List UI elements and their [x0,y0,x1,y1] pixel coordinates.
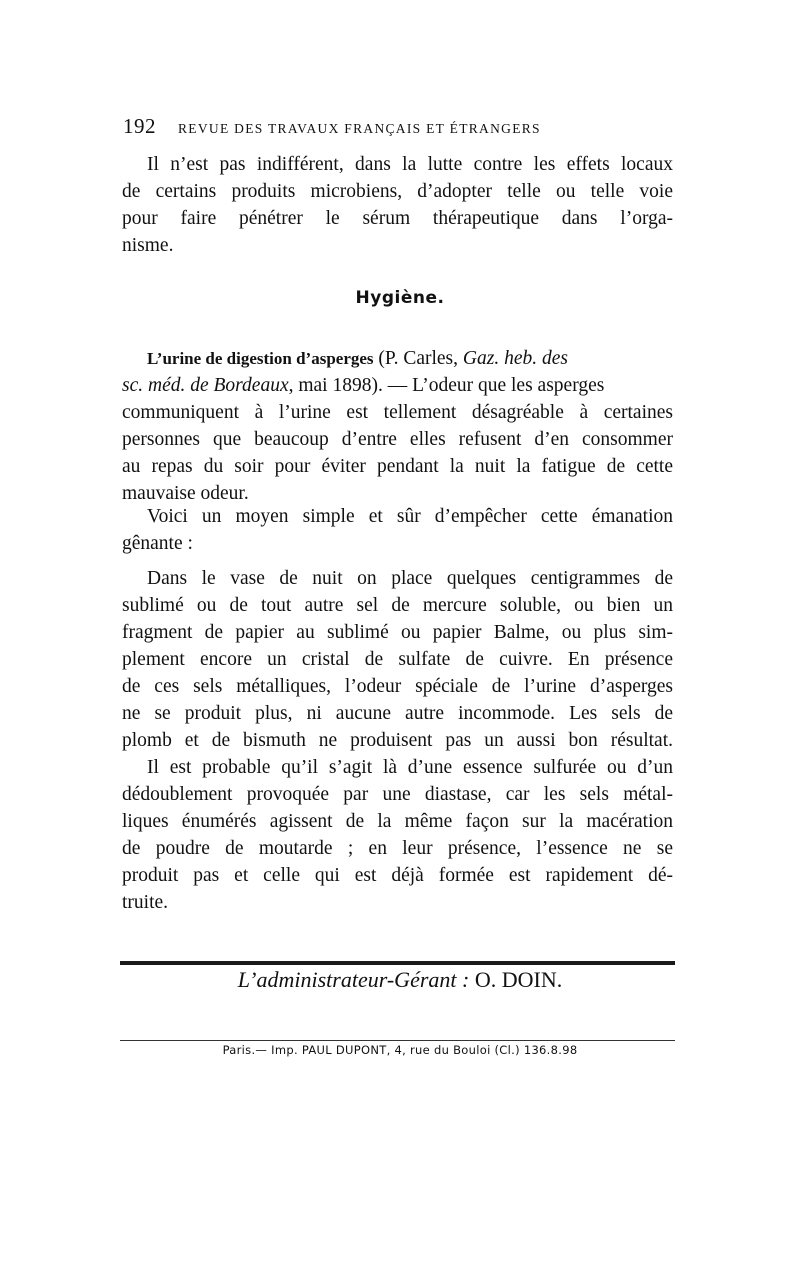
article-para3-line-3: fragment de papier au sublimé ou papier Balme, ou plus sim- [122,622,673,643]
article-citation-a: (P. Carles, [378,348,463,369]
article-para3-line-5: de ces sels métalliques, l’odeur spéciale de l’urine d’asperges [122,676,673,697]
article-para4-line-4: de poudre de moutarde ; en leur présence, l’essence ne se [122,838,673,859]
footer-rule-thick [120,961,675,965]
page-header [123,114,683,142]
article-line-2 [122,373,673,399]
article-journal-b: sc. méd. de Bordeaux [122,375,289,396]
article-para4-line-6: truite. [122,892,169,913]
section-heading: Hygiène. [355,288,445,308]
printer-imprint: Paris.— Imp. PAUL DUPONT, 4, rue du Bouloi (Cl.) 136.8.98 [222,1043,578,1057]
article-para3-line-7: plomb et de bismuth ne produisent pas un aussi bon résultat. [122,730,673,751]
article-para3-line-6: ne se produit plus, ni aucune autre incommode. Les sels de [122,703,673,724]
article-para1-line-4: mauvaise odeur. [122,483,249,504]
intro-line-2: de certains produits microbiens, d’adopter telle ou telle voie [122,181,673,202]
article-line-1 [147,346,673,372]
intro-line-3: pour faire pénétrer le sérum thérapeutique dans l’orga- [122,208,673,229]
article-para2-line-2: gênante : [122,533,193,554]
signature-name: O. DOIN. [474,967,563,992]
signature [0,966,800,994]
intro-line-4: nisme. [122,235,174,256]
intro-line-1: Il n’est pas indifférent, dans la lutte contre les effets locaux [147,154,673,175]
article-para4-line-2: dédoublement provoquée par une diastase, car les sels métal- [122,784,673,805]
page-number: 192 [123,114,156,138]
article-para4-line-3: liques énumérés agissent de la même façon sur la macération [122,811,673,832]
article-para3-line-1: Dans le vase de nuit on place quelques centigrammes de [147,568,673,589]
article-para4-line-1: Il est probable qu’il s’agit là d’une essence sulfurée ou d’un [147,757,673,778]
article-para2-line-1: Voici un moyen simple et sûr d’empêcher cette émanation [147,506,673,527]
signature-role: L’administrateur-Gérant : [237,967,470,992]
article-title: L’urine de digestion d’asperges [147,349,374,368]
article-para4-line-5: produit pas et celle qui est déjà formée est rapidement dé- [122,865,673,886]
article-para1-line-3: au repas du soir pour éviter pendant la nuit la fatigue de cette [122,456,673,477]
footer-rule-thin [120,1040,675,1041]
article-para1-line-2: personnes que beaucoup d’entre elles refusent d’en consommer [122,429,673,450]
article-para1-line-1: communiquent à l’urine est tellement désagréable à certaines [122,402,673,423]
article-para3-line-2: sublimé ou de tout autre sel de mercure soluble, ou bien un [122,595,673,616]
running-head: REVUE DES TRAVAUX FRANÇAIS ET ÉTRANGERS [178,121,541,136]
article-citation-b: , mai 1898). — L’odeur que les asperges [288,375,605,396]
article-para3-line-4: plement encore un cristal de sulfate de cuivre. En présence [122,649,673,670]
article-journal-a: Gaz. heb. des [462,348,568,369]
